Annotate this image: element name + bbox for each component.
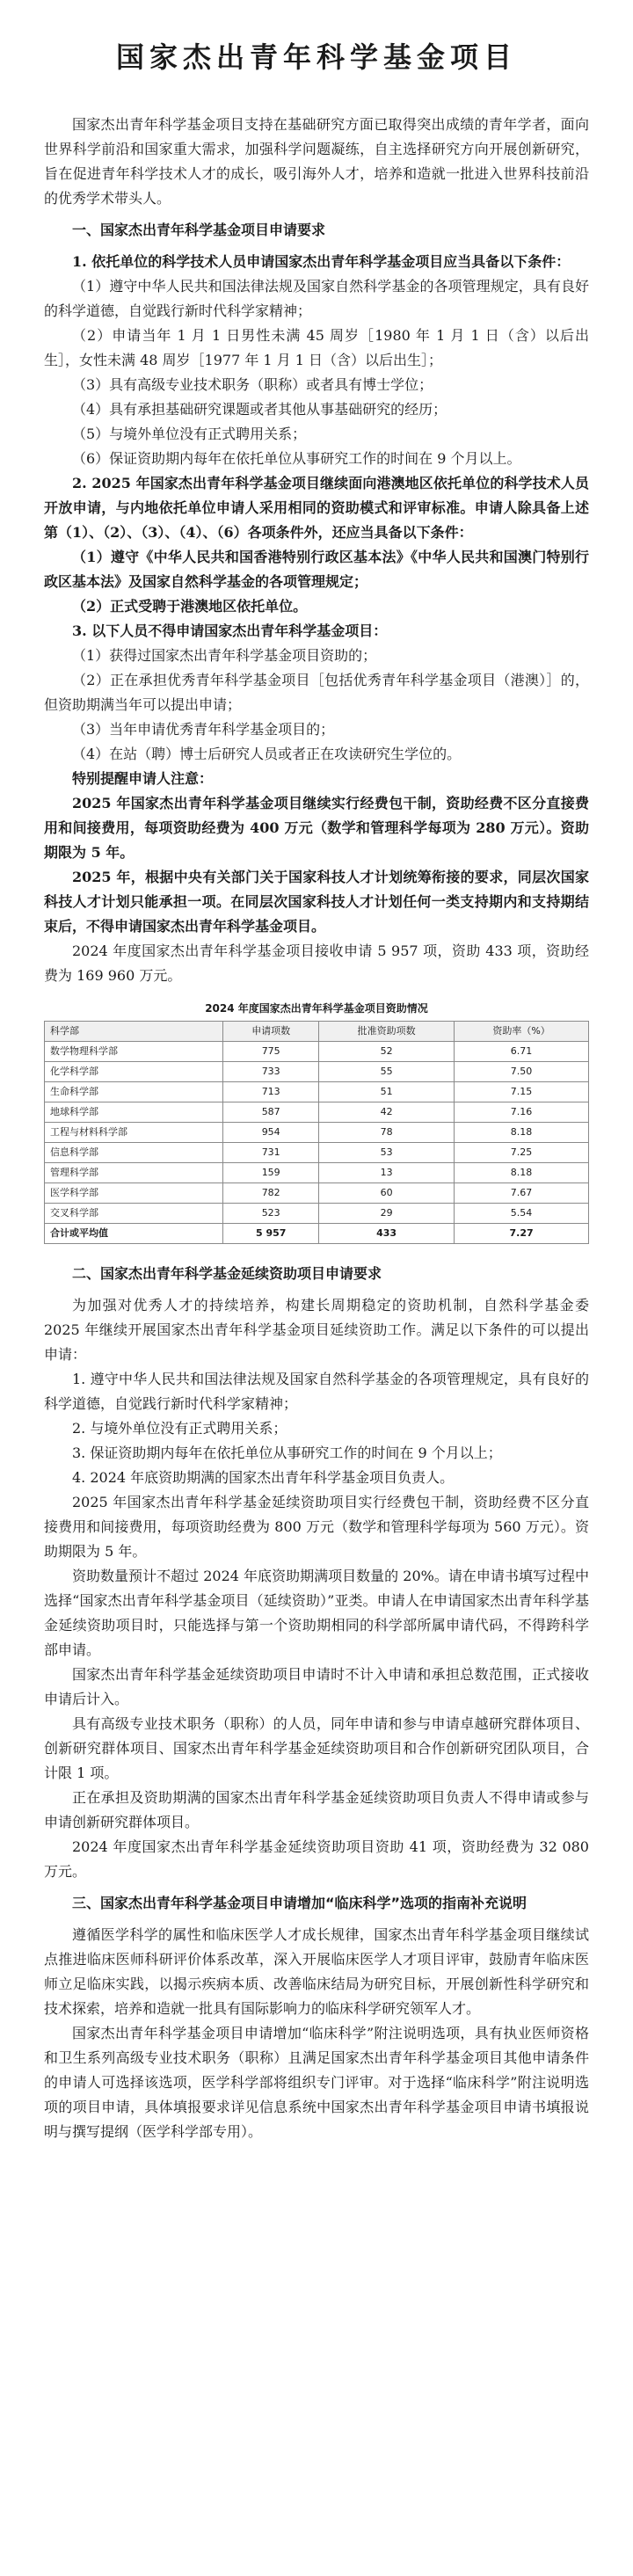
- s1-p1-head: 1. 依托单位的科学技术人员申请国家杰出青年科学基金项目应当具备以下条件：: [72, 253, 571, 270]
- table-cell: 7.25: [455, 1143, 589, 1163]
- table-caption: 2024 年度国家杰出青年科学基金项目资助情况: [205, 1002, 428, 1015]
- table-cell: 713: [223, 1082, 319, 1102]
- table-cell: 782: [223, 1183, 319, 1204]
- table-cell: 775: [223, 1042, 319, 1062]
- s1-p3-item: （4）在站（聘）博士后研究人员或者正在攻读研究生学位的。: [72, 746, 462, 762]
- s1-p1-item: （4）具有承担基础研究课题或者其他从事基础研究的经历；: [72, 401, 447, 418]
- table-row: [45, 1123, 589, 1143]
- table-cell: 60: [319, 1183, 455, 1204]
- table-header-cell: 批准资助项数: [319, 1022, 455, 1042]
- table-cell: 数学物理科学部: [45, 1042, 223, 1062]
- s3-paragraph: 国家杰出青年科学基金项目申请增加“临床科学”附注说明选项，具有执业医师资格和卫生系列高级专业技术职务（职称）且满足国家杰出青年科学基金项目其他申请条件的申请人可选择该选项，医学科学部将组织专门评审。对于选择“临床科学”附注说明选项的项目申请，具体填报要求详见信息系统中国家杰出青年科学基金项目申请书填报说明与撰写提纲（医学科学部专用）。: [44, 2025, 589, 2140]
- s1-p1-item: （6）保证资助期内每年在依托单位从事研究工作的时间在 9 个月以上。: [72, 450, 521, 467]
- table-cell: 51: [319, 1082, 455, 1102]
- table-cell: 55: [319, 1062, 455, 1082]
- table-cell: 生命科学部: [45, 1082, 223, 1102]
- table-cell: 8.18: [455, 1163, 589, 1183]
- table-cell: 733: [223, 1062, 319, 1082]
- table-cell: 8.18: [455, 1123, 589, 1143]
- table-cell: 信息科学部: [45, 1143, 223, 1163]
- table-cell: 工程与材料科学部: [45, 1123, 223, 1143]
- s1-p1-item: （1）遵守中华人民共和国法律法规及国家自然科学基金的各项管理规定，具有良好的科学道德，自觉践行新时代科学家精神；: [44, 278, 589, 319]
- table-cell: 7.67: [455, 1183, 589, 1204]
- s1-p3-item: （2）正在承担优秀青年科学基金项目［包括优秀青年科学基金项目（港澳）］的，但资助期满当年可以提出申请；: [44, 672, 589, 713]
- notice-paragraph: 2025 年，根据中央有关部门关于国家科技人才计划统筹衔接的要求，同层次国家科技人才计划只能承担一项。在同层次国家科技人才计划任何一类支持期内和支持期结束后，不得申请国家杰出青年科学基金项目。: [44, 869, 589, 935]
- table-total-row: [45, 1224, 589, 1244]
- s2-paragraph: 2024 年度国家杰出青年科学基金延续资助项目资助 41 项，资助经费为 32 080 万元。: [44, 1838, 589, 1880]
- s1-p1-item: （5）与境外单位没有正式聘用关系；: [72, 426, 307, 442]
- table-cell: 7.27: [455, 1224, 589, 1244]
- table-cell: 化学科学部: [45, 1062, 223, 1082]
- table-cell: 7.16: [455, 1102, 589, 1123]
- s1-p2-head: 2. 2025 年国家杰出青年科学基金项目继续面向港澳地区依托单位的科学技术人员开放申请，与内地依托单位申请人采用相同的资助模式和评审标准。申请人除具备上述第（1）、（2）、（3）、（4）、（6）各项条件外，还应当具备以下条件：: [44, 475, 589, 541]
- s2-item: 2. 与境外单位没有正式聘用关系；: [72, 1420, 287, 1437]
- s2-paragraph: 2025 年国家杰出青年科学基金延续资助项目实行经费包干制，资助经费不区分直接费用和间接费用，每项资助经费为 800 万元（数学和管理科学每项为 560 万元）。资助期限为 5 年。: [44, 1494, 589, 1560]
- table-cell: 7.50: [455, 1062, 589, 1082]
- table-header-cell: 资助率（%）: [455, 1022, 589, 1042]
- table-cell: 587: [223, 1102, 319, 1123]
- table-cell: 433: [319, 1224, 455, 1244]
- table-row: [45, 1204, 589, 1224]
- table-cell: 523: [223, 1204, 319, 1224]
- table-cell: 合计或平均值: [45, 1224, 223, 1244]
- s1-p3-item: （1）获得过国家杰出青年科学基金项目资助的；: [72, 647, 377, 664]
- table-header-cell: 申请项数: [223, 1022, 319, 1042]
- s2-item: 4. 2024 年底资助期满的国家杰出青年科学基金项目负责人。: [72, 1469, 455, 1486]
- section-3-heading: 三、国家杰出青年科学基金项目申请增加“临床科学”选项的指南补充说明: [72, 1895, 528, 1911]
- table-row: [45, 1183, 589, 1204]
- s2-item: 1. 遵守中华人民共和国法律法规及国家自然科学基金的各项管理规定，具有良好的科学道德，自觉践行新时代科学家精神；: [44, 1371, 589, 1412]
- table-cell: 29: [319, 1204, 455, 1224]
- table-cell: 78: [319, 1123, 455, 1143]
- table-cell: 5.54: [455, 1204, 589, 1224]
- notice-heading: 特别提醒申请人注意：: [72, 770, 214, 787]
- table-cell: 52: [319, 1042, 455, 1062]
- table-cell: 6.71: [455, 1042, 589, 1062]
- table-header-cell: 科学部: [45, 1022, 223, 1042]
- table-cell: 159: [223, 1163, 319, 1183]
- page-title: 国家杰出青年科学基金项目: [115, 40, 517, 74]
- s3-paragraph: 遵循医学科学的属性和临床医学人才成长规律，国家杰出青年科学基金项目继续试点推进临床医师科研评价体系改革，深入开展临床医学人才项目评审，鼓励青年临床医师立足临床实践，以揭示疾病本质、改善临床结局为研究目标，开展创新性科学研究和技术探索，培养和造就一批具有国际影响力的临床科学研究领军人才。: [44, 1926, 589, 2017]
- s2-paragraph: 国家杰出青年科学基金延续资助项目申请时不计入申请和承担总数范围，正式接收申请后计入。: [44, 1666, 589, 1707]
- table-cell: 954: [223, 1123, 319, 1143]
- s1-p3-item: （3）当年申请优秀青年科学基金项目的；: [72, 721, 335, 738]
- table-header-row: [45, 1022, 589, 1042]
- section-1-heading: 一、国家杰出青年科学基金项目申请要求: [72, 222, 326, 238]
- table-cell: 53: [319, 1143, 455, 1163]
- table-cell: 交叉科学部: [45, 1204, 223, 1224]
- table-cell: 731: [223, 1143, 319, 1163]
- table-cell: 7.15: [455, 1082, 589, 1102]
- table-row: [45, 1082, 589, 1102]
- s2-paragraph: 正在承担及资助期满的国家杰出青年科学基金延续资助项目负责人不得申请或参与申请创新研究群体项目。: [44, 1789, 589, 1830]
- table-cell: 医学科学部: [45, 1183, 223, 1204]
- notice-paragraph: 2025 年国家杰出青年科学基金项目继续实行经费包干制，资助经费不区分直接费用和间接费用，每项资助经费为 400 万元（数学和管理科学每项为 280 万元）。资助期限为 5 年。: [44, 795, 589, 861]
- s1-p3-head: 3. 以下人员不得申请国家杰出青年科学基金项目：: [72, 622, 388, 639]
- s2-paragraph: 具有高级专业技术职务（职称）的人员，同年申请和参与申请卓越研究群体项目、创新研究群体项目、国家杰出青年科学基金延续资助项目和合作创新研究团队项目，合计限 1 项。: [44, 1715, 589, 1781]
- s2-intro: 为加强对优秀人才的持续培养，构建长周期稳定的资助机制，自然科学基金委 2025 年继续开展国家杰出青年科学基金项目延续资助工作。满足以下条件的可以提出申请：: [44, 1297, 589, 1363]
- table-cell: 地球科学部: [45, 1102, 223, 1123]
- s1-p2-item: （2）正式受聘于港澳地区依托单位。: [72, 598, 308, 615]
- section-2-heading: 二、国家杰出青年科学基金延续资助项目申请要求: [72, 1265, 382, 1282]
- s2-item: 3. 保证资助期内每年在依托单位从事研究工作的时间在 9 个月以上；: [72, 1444, 502, 1461]
- table-row: [45, 1143, 589, 1163]
- table-cell: 5 957: [223, 1224, 319, 1244]
- funding-table-block: [44, 1001, 589, 1244]
- s1-p2-item: （1）遵守《中华人民共和国香港特别行政区基本法》《中华人民共和国澳门特别行政区基本法》及国家自然科学基金的各项管理规定；: [44, 549, 589, 590]
- table-cell: 42: [319, 1102, 455, 1123]
- intro-paragraph: 国家杰出青年科学基金项目支持在基础研究方面已取得突出成绩的青年学者，面向世界科学前沿和国家重大需求，加强科学问题凝练，自主选择研究方向开展创新研究，旨在促进青年科学技术人才的成长，吸引海外人才，培养和造就一批进入世界科技前沿的优秀学术带头人。: [44, 116, 589, 207]
- table-row: [45, 1062, 589, 1082]
- funding-table: [44, 1021, 589, 1244]
- table-row: [45, 1042, 589, 1062]
- table-cell: 管理科学部: [45, 1163, 223, 1183]
- s1-p1-item: （3）具有高级专业技术职务（职称）或者具有博士学位；: [72, 376, 433, 393]
- table-row: [45, 1163, 589, 1183]
- table-row: [45, 1102, 589, 1123]
- s1-p1-item: （2）申请当年 1 月 1 日男性未满 45 周岁［1980 年 1 月 1 日（含）以后出生］，女性未满 48 周岁［1977 年 1 月 1 日（含）以后出生］；: [44, 327, 589, 368]
- s2-paragraph: 资助数量预计不超过 2024 年底资助期满项目数量的 20%。请在申请书填写过程中选择“国家杰出青年科学基金项目（延续资助）”亚类。申请人在申请国家杰出青年科学基金延续资助项目时，只能选择与第一个资助期相同的科学部所属申请代码，不得跨科学部申请。: [44, 1568, 589, 1658]
- table-cell: 13: [319, 1163, 455, 1183]
- s1-stat-paragraph: 2024 年度国家杰出青年科学基金项目接收申请 5 957 项，资助 433 项，资助经费为 169 960 万元。: [44, 942, 589, 984]
